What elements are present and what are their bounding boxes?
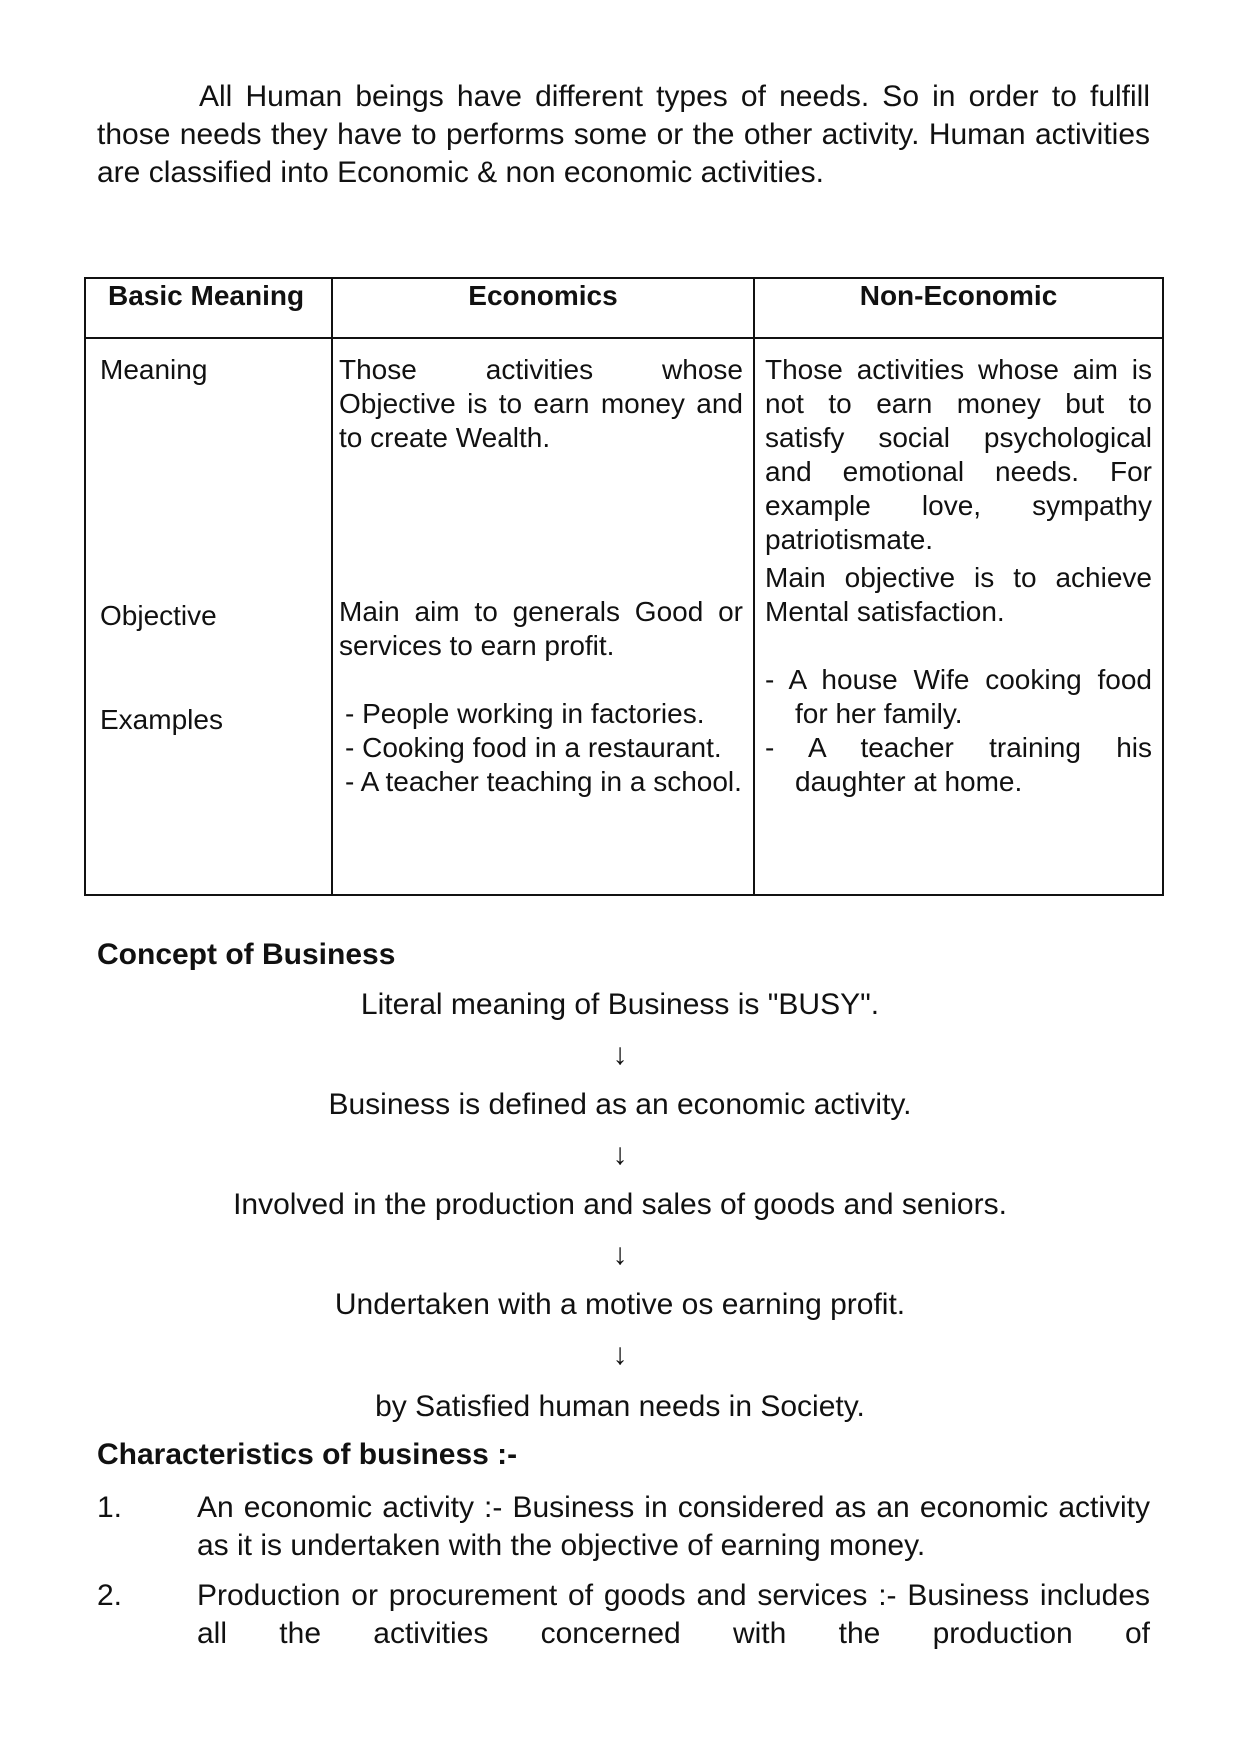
list-item: - A teacher teaching in a school. <box>345 766 742 797</box>
economic-objective: Main aim to generals Good or services to earn profit. <box>339 596 743 661</box>
characteristics-heading: Characteristics of business :- <box>97 1438 518 1471</box>
row-label-examples: Examples <box>100 704 223 735</box>
list-item: - A house Wife cooking food for her family. <box>765 664 1153 729</box>
non-economic-meaning: Those activities whose aim is not to earn money but to satisfy social psychological and emotional needs. For example love, sympathy patriotismate. <box>765 354 1152 555</box>
economic-examples <box>339 697 743 799</box>
non-economic-column <box>754 338 1163 895</box>
label-column <box>85 338 332 895</box>
item-text: An economic activity :- Business in considered as an economic activity as it is undertaken with the objective of earning money. <box>197 1491 1150 1562</box>
table-row <box>85 338 1163 895</box>
down-arrow-icon: ↓ <box>612 1238 628 1271</box>
concept-step-5: by Satisfied human needs in Society. <box>375 1390 865 1423</box>
down-arrow-icon: ↓ <box>612 1338 628 1371</box>
down-arrow-icon: ↓ <box>612 1138 628 1171</box>
non-economic-examples <box>765 663 1152 799</box>
list-item <box>97 1577 1150 1653</box>
concept-step-2: Business is defined as an economic activity. <box>328 1088 912 1121</box>
list-item <box>97 1489 1150 1565</box>
list-item: - People working in factories. <box>345 698 705 729</box>
list-item: - Cooking food in a restaurant. <box>345 732 722 763</box>
item-number: 2. <box>97 1579 123 1612</box>
comparison-table <box>84 277 1164 896</box>
item-text: Production or procurement of goods and services :- Business includes all the activities concerned with the production of <box>197 1579 1150 1650</box>
table-header-row <box>85 278 1163 338</box>
economic-meaning: Those activities whose Objective is to earn money and to create Wealth. <box>339 354 743 453</box>
economics-column <box>332 338 754 895</box>
down-arrow-icon: ↓ <box>612 1038 628 1071</box>
header-non-economic: Non-Economic <box>754 278 1163 338</box>
header-economics: Economics <box>332 278 754 338</box>
list-item: - A teacher training his daughter at home. <box>765 732 1152 797</box>
non-economic-objective: Main objective is to achieve Mental satisfaction. <box>765 562 1152 627</box>
concept-step-1: Literal meaning of Business is "BUSY". <box>360 988 880 1021</box>
row-label-objective: Objective <box>100 600 217 631</box>
header-basic-meaning: Basic Meaning <box>85 278 332 338</box>
item-number: 1. <box>97 1491 123 1524</box>
row-label-meaning: Meaning <box>100 354 208 385</box>
concept-step-3: Involved in the production and sales of goods and seniors. <box>233 1188 1007 1221</box>
concept-step-4: Undertaken with a motive os earning profit. <box>334 1288 906 1321</box>
concept-heading: Concept of Business <box>97 938 396 971</box>
intro-paragraph: All Human beings have different types of needs. So in order to fulfill those needs they have to performs some or the other activity. Human activities are classified into Economic & non economic activities. <box>97 80 1150 189</box>
